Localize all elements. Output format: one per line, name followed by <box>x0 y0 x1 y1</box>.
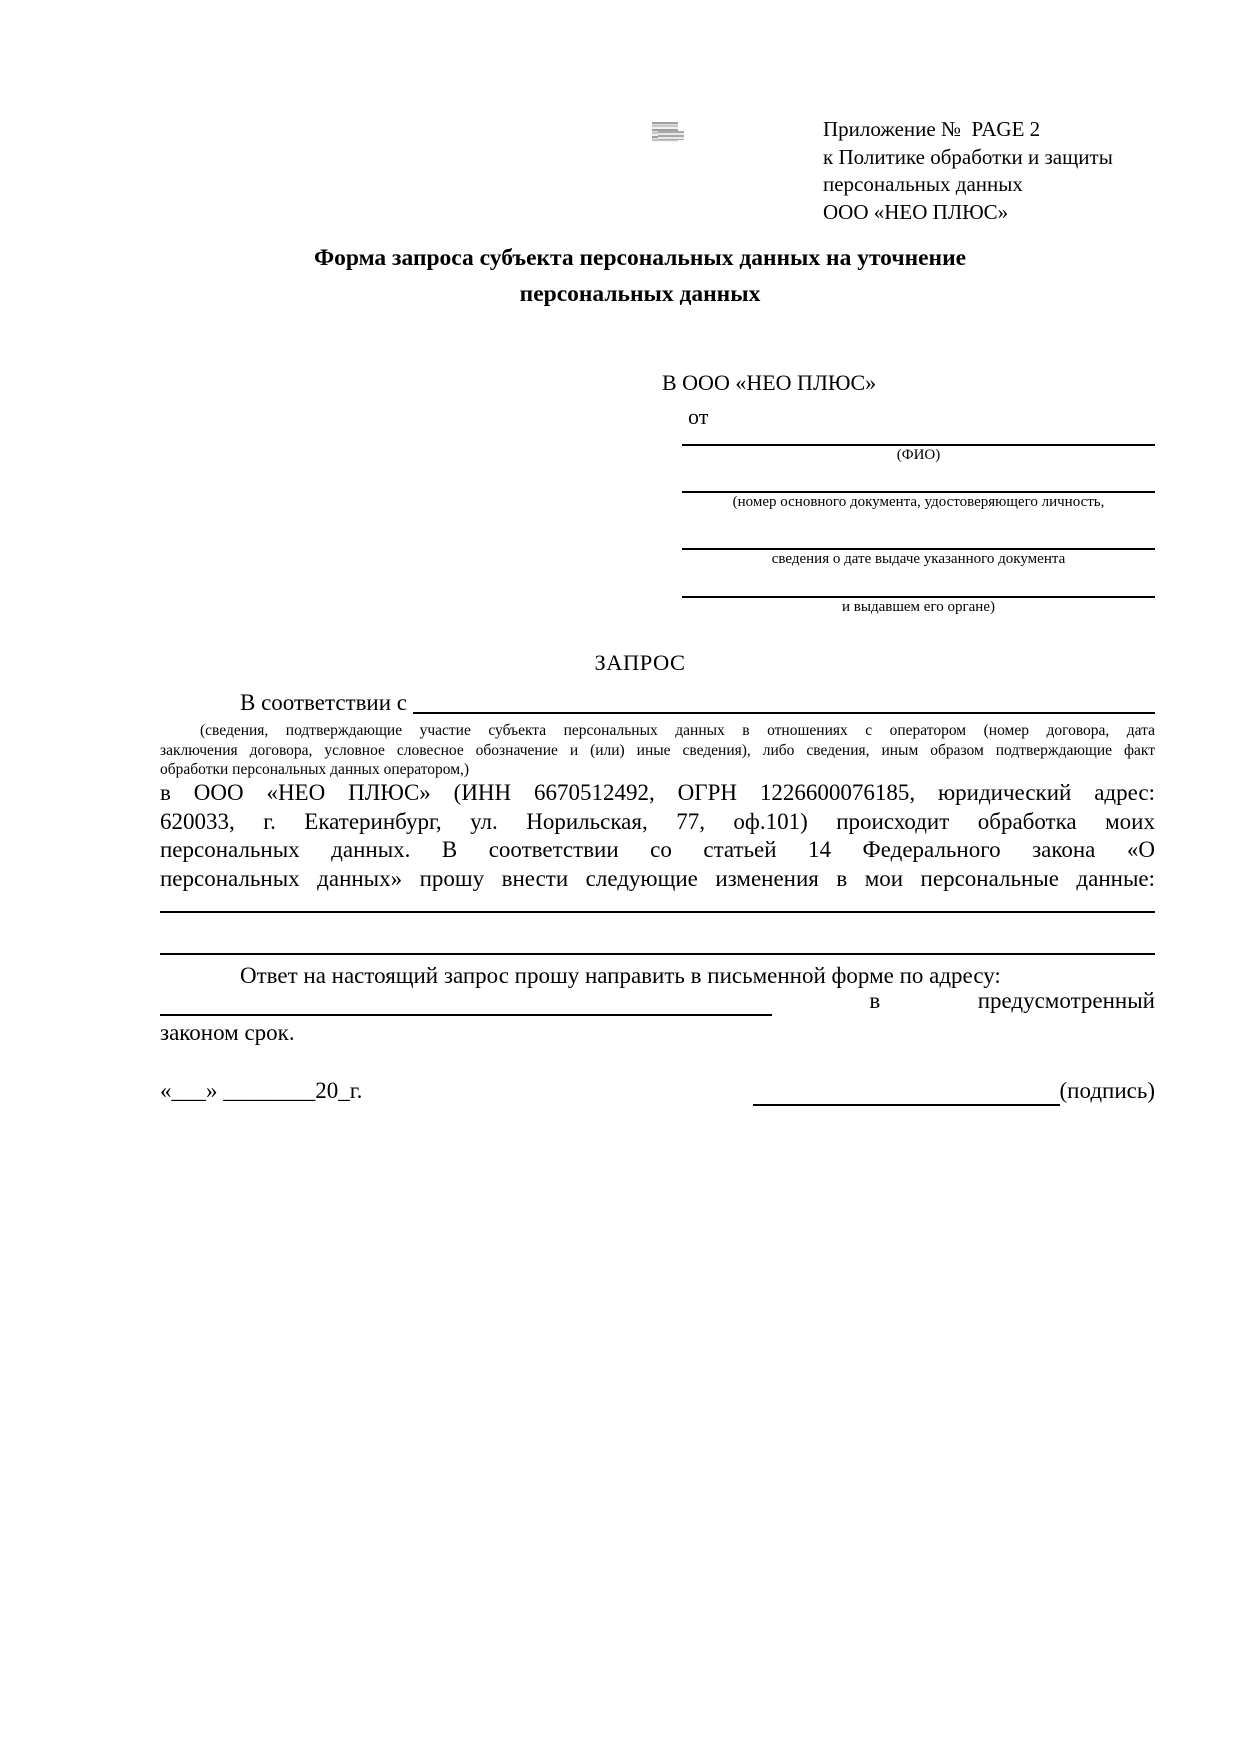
body-paragraph-line-4: персональных данных» прошу внести следующие изменения в мои персональные данные: <box>160 865 1155 891</box>
date-signature-row <box>160 1076 1155 1106</box>
addressee-block <box>662 368 1155 617</box>
caption-document-number: (номер основного документа, удостоверяющего личность, <box>732 494 1105 510</box>
policy-reference-line-2: персональных данных <box>823 172 1023 196</box>
fill-line-issue-date <box>682 512 1155 550</box>
response-sentence-line-1: Ответ на настоящий запрос прошу направить в письменной форме по адресу: <box>240 963 1001 988</box>
addressee-from-label: от <box>688 404 709 429</box>
fine-print-line-1: (сведения, подтверждающие участие субъекта персональных данных в отношениях с оператором (номер договора, дата <box>200 722 1155 739</box>
fill-line-document-number <box>682 465 1155 493</box>
fine-print-line-2: заключения договора, условное словесное обозначение и (или) иные сведения), либо сведения, иным образом подтверждающие факт <box>160 741 1155 759</box>
address-blank-line <box>160 988 772 1016</box>
organization-name-line: ООО «НЕО ПЛЮС» <box>823 199 1009 224</box>
caption-issuing-authority: и выдавшем его органе) <box>842 599 995 615</box>
body-paragraph <box>160 779 1155 893</box>
changes-blank-line-1 <box>160 911 1155 913</box>
body-paragraph-line-2: 620033, г. Екатеринбург, ул. Норильская, 77, оф.101) происходит обработка моих <box>160 808 1155 834</box>
changes-blank-line-2 <box>160 953 1155 955</box>
fine-print-note <box>160 721 1155 780</box>
accordance-lead-text: В соответствии с <box>240 690 413 715</box>
addressee-to-line: В ООО «НЕО ПЛЮС» <box>662 370 877 395</box>
fill-line-issuing-authority <box>682 569 1155 598</box>
policy-reference-line-1: к Политике обработки и защиты <box>823 144 1113 169</box>
signature-area <box>753 1076 1155 1106</box>
signature-caption: (подпись) <box>1059 1078 1155 1103</box>
caption-fio: (ФИО) <box>896 447 941 463</box>
header-note <box>823 116 1113 226</box>
document-title-line-1: Форма запроса субъекта персональных данных на уточнение <box>313 245 967 271</box>
fine-print-line-3: обработки персональных данных оператором,) <box>160 761 470 778</box>
body-paragraph-line-3: персональных данных. В соответствии со статьей 14 Федерального закона «О <box>160 837 1155 862</box>
response-word-v: в <box>869 988 881 1013</box>
document-title-line-2: персональных данных <box>519 281 761 307</box>
response-address-line <box>160 986 1155 1016</box>
accordance-line <box>160 688 1155 718</box>
caption-issue-date: сведения о дате выдаче указанного документа <box>771 551 1066 567</box>
date-line: «___» ________20_г. <box>160 1078 363 1103</box>
response-word-predusmotrennyj: предусмотренный <box>977 988 1155 1013</box>
document-title <box>160 240 1120 312</box>
body-paragraph-line-1: в ООО «НЕО ПЛЮС» (ИНН 6670512492, ОГРН 1226600076185, юридический адрес: <box>160 780 1155 805</box>
fill-line-fio <box>682 432 1155 446</box>
appendix-number-line: Приложение № PAGE 2 <box>823 117 1041 141</box>
signature-blank-line <box>753 1078 1060 1106</box>
accordance-blank-line <box>413 688 1155 714</box>
blurred-field-artifact-icon <box>652 122 678 142</box>
request-heading: ЗАПРОС <box>594 650 686 675</box>
response-sentence-tail: законом срок. <box>160 1020 295 1045</box>
